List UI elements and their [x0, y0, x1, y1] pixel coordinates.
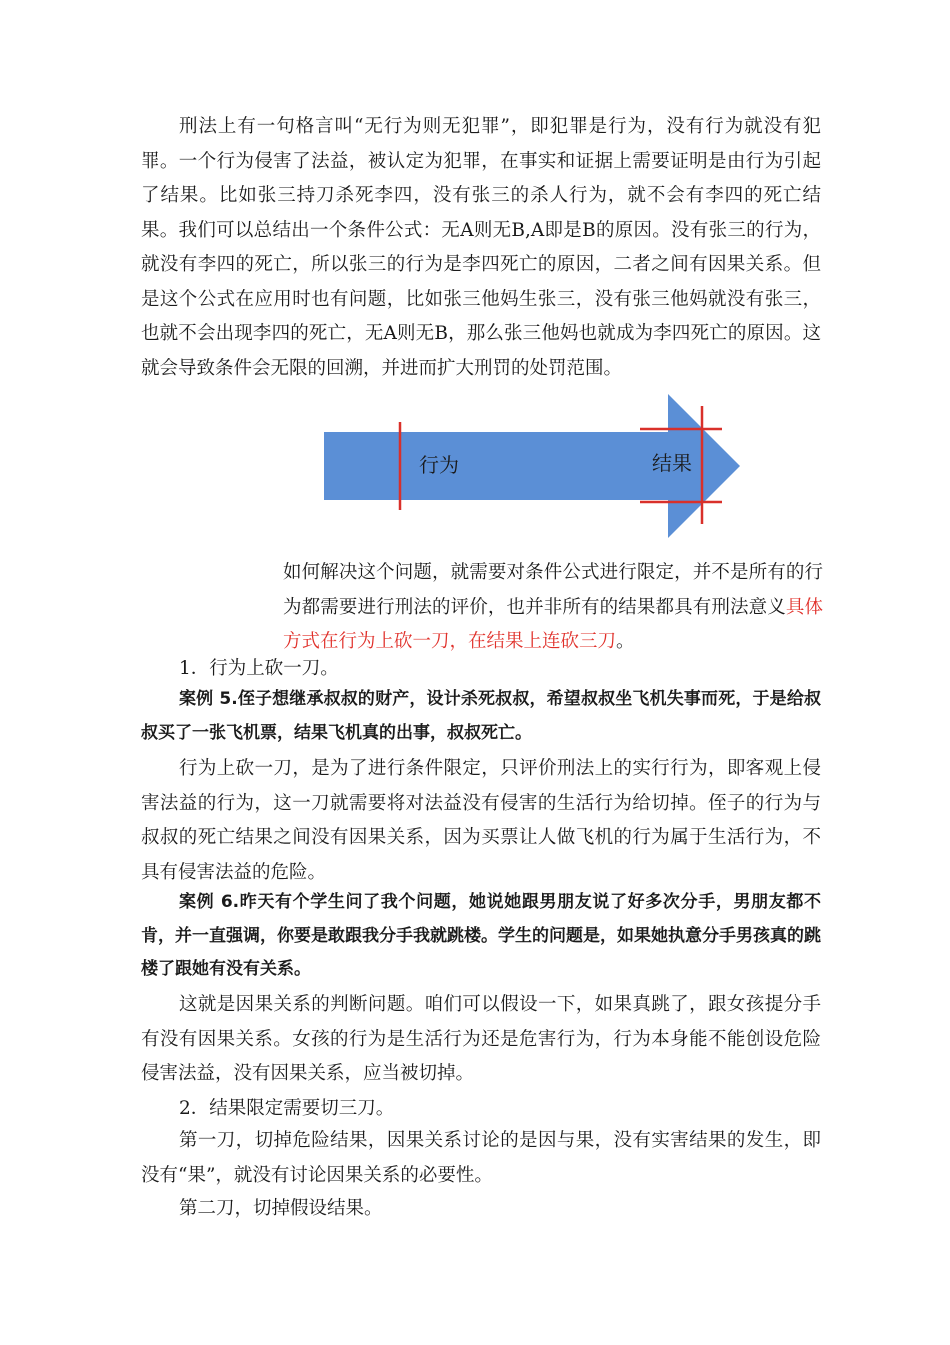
action-label: 行为	[419, 453, 459, 477]
paragraph-action-analysis: 行为上砍一刀，是为了进行条件限定，只评价刑法上的实行行为，即客观上侵害法益的行为，这一刀就需要将对法益没有侵害的生活行为给切掉。侄子的行为与叔叔的死亡结果之间没有因果关系，因为买票让人做飞机的行为属于生活行为，不具有侵害法益的危险。	[141, 758, 821, 883]
solution-end: 。	[616, 631, 635, 652]
solution-text: 如何解决这个问题，就需要对条件公式进行限定，并不是所有的行为都需要进行刑法的评价，也并非所有的结果都具有刑法意义	[283, 562, 823, 618]
case-5: 案例 5.侄子想继承叔叔的财产，设计杀死叔叔，希望叔叔坐飞机失事而死，于是给叔叔买了一张飞机票，结果飞机真的出事，叔叔死亡。	[141, 689, 821, 743]
solution-highlight: 具体方式在行为上砍一刀，在结果上连砍三刀	[283, 596, 823, 652]
paragraph-second-cut: 第二刀，切掉假设结果。	[179, 1198, 383, 1219]
heading-action-cut: 1．行为上砍一刀。	[179, 658, 339, 679]
paragraph-first-cut: 第一刀，切掉危险结果，因果关系讨论的是因与果，没有实害结果的发生，即没有“果”，就没有讨论因果关系的必要性。	[141, 1130, 821, 1186]
heading-result-cuts: 2．结果限定需要切三刀。	[179, 1098, 395, 1119]
case-6: 案例 6.昨天有个学生问了我个问题，她说她跟男朋友说了好多次分手，男朋友都不肯，并一直强调，你要是敢跟我分手我就跳楼。学生的问题是，如果她执意分手男孩真的跳楼了跟她有没有关系。	[141, 892, 821, 979]
causality-arrow-diagram	[322, 392, 742, 540]
paragraph-solution	[283, 556, 823, 660]
result-label: 结果	[652, 451, 692, 475]
paragraph-case6-analysis: 这就是因果关系的判断问题。咱们可以假设一下，如果真跳了，跟女孩提分手有没有因果关系。女孩的行为是生活行为还是危害行为，行为本身能不能创设危险侵害法益，没有因果关系，应当被切掉。	[141, 994, 821, 1084]
paragraph-intro: 刑法上有一句格言叫“无行为则无犯罪”，即犯罪是行为，没有行为就没有犯罪。一个行为侵害了法益，被认定为犯罪，在事实和证据上需要证明是由行为引起了结果。比如张三持刀杀死李四，没有张三的杀人行为，就不会有李四的死亡结果。我们可以总结出一个条件公式：无A则无B,A即是B的原因。没有张三的行为，就没有李四的死亡，所以张三的行为是李四死亡的原因，二者之间有因果关系。但是这个公式在应用时也有问题，比如张三他妈生张三，没有张三他妈就没有张三，也就不会出现李四的死亡，无A则无B，那么张三他妈也就成为李四死亡的原因。这就会导致条件会无限的回溯，并进而扩大刑罚的处罚范围。	[141, 116, 821, 379]
